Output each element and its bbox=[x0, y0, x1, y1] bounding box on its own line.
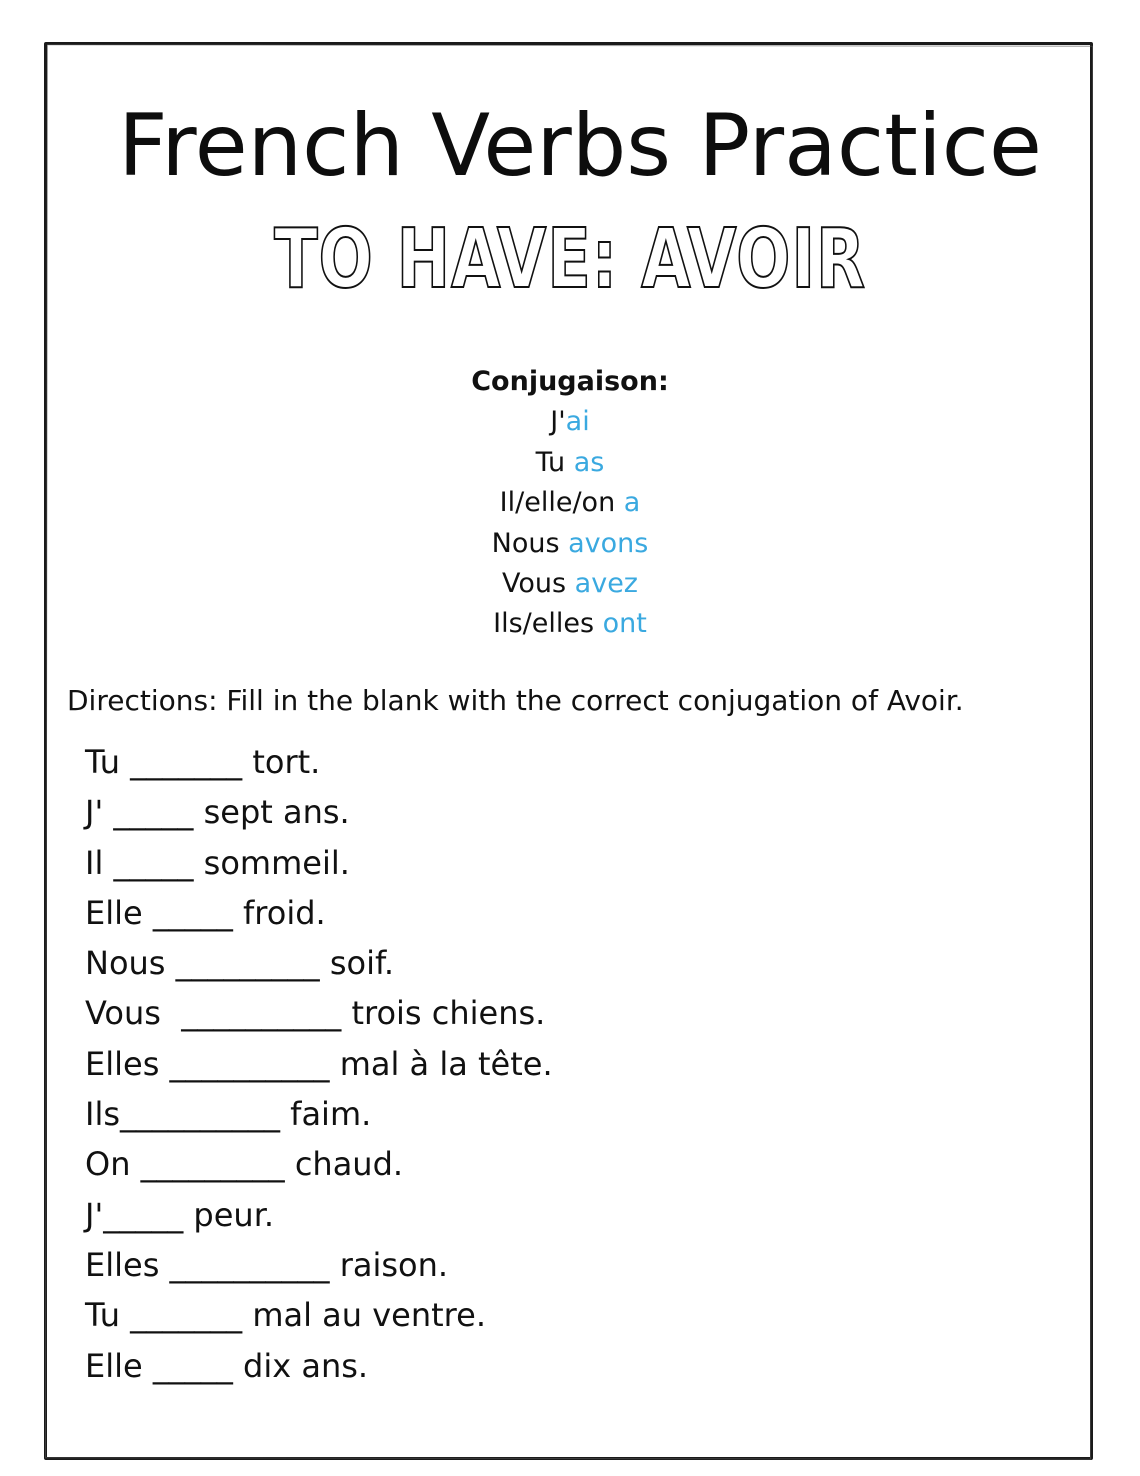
conjugation-table bbox=[0, 362, 1140, 645]
conjugation-verb: as bbox=[573, 446, 605, 478]
conjugation-subject: Tu bbox=[535, 446, 574, 478]
conjugation-verb: a bbox=[623, 487, 641, 519]
conjugation-verb: ai bbox=[565, 406, 590, 438]
exercise-item: Elle _____ froid. bbox=[85, 893, 326, 932]
conjugation-verb: avez bbox=[574, 568, 638, 600]
conjugation-row bbox=[0, 483, 1140, 523]
exercise-item: Vous __________ trois chiens. bbox=[85, 994, 546, 1033]
exercise-item: Il _____ sommeil. bbox=[85, 843, 350, 882]
conjugation-verb: ont bbox=[602, 608, 647, 640]
exercise-item: Tu _______ mal au ventre. bbox=[85, 1296, 486, 1335]
exercise-item: Elles __________ raison. bbox=[85, 1245, 449, 1284]
exercise-item: Nous _________ soif. bbox=[85, 944, 395, 983]
exercise-item: Elles __________ mal à la tête. bbox=[85, 1044, 553, 1083]
conjugation-subject: J' bbox=[550, 406, 566, 438]
exercise-item: Tu _______ tort. bbox=[85, 743, 321, 781]
conjugation-row bbox=[0, 604, 1140, 644]
exercise-item: Ils__________ faim. bbox=[85, 1095, 372, 1134]
conjugation-row bbox=[0, 402, 1140, 442]
page-subtitle: TO HAVE: AVOIR bbox=[274, 212, 866, 307]
directions-text: Directions: Fill in the blank with the correct conjugation of Avoir. bbox=[67, 684, 964, 717]
conjugation-verb: avons bbox=[568, 527, 649, 559]
conjugation-subject: Ils/elles bbox=[493, 608, 603, 640]
conjugation-subject: Nous bbox=[491, 527, 569, 559]
conjugation-row bbox=[0, 524, 1140, 564]
exercise-list bbox=[85, 737, 1065, 1391]
conjugation-heading: Conjugaison: bbox=[471, 366, 669, 397]
exercise-item: Elle _____ dix ans. bbox=[85, 1346, 369, 1385]
exercise-item: J' _____ sept ans. bbox=[85, 793, 350, 832]
exercise-item: On _________ chaud. bbox=[85, 1145, 404, 1184]
page-title: French Verbs Practice bbox=[118, 96, 1042, 196]
exercise-item: J'_____ peur. bbox=[85, 1195, 275, 1234]
conjugation-subject: Vous bbox=[502, 568, 575, 600]
conjugation-subject: Il/elle/on bbox=[499, 487, 624, 519]
conjugation-row bbox=[0, 443, 1140, 483]
conjugation-row bbox=[0, 564, 1140, 604]
